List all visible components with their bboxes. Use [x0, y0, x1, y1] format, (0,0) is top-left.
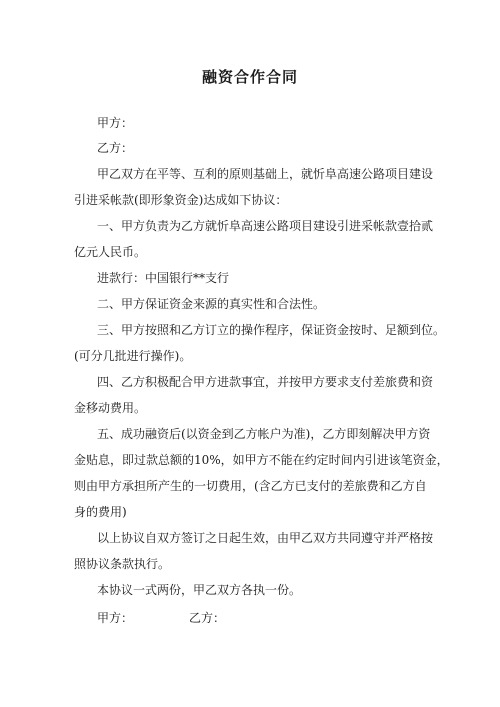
effectiveness-line: 照协议条款执行。 [74, 557, 171, 571]
clause-5-line: 金贴息，即过款总额的10%，如甲方不能在约定时间内引进该笔资金， [74, 453, 449, 467]
contract-title: 融资合作合同 [201, 68, 298, 86]
clause-4-line: 金移动费用。 [74, 401, 147, 415]
copies-line: 本协议一式两份，甲乙双方各执一份。 [97, 583, 302, 597]
clause-3-line: (可分几批进行操作)。 [74, 349, 192, 363]
clause-5-line: 五、成功融资后(以资金到乙方帐户为准)，乙方即刻解决甲方资 [97, 427, 431, 441]
party-b-label: 乙方： [97, 141, 134, 155]
clause-2-line: 二、甲方保证资金来源的真实性和合法性。 [97, 297, 326, 311]
clause-5-line: 身的费用) [74, 505, 127, 519]
clause-1-line: 一、甲方负责为乙方就忻阜高速公路项目建设引进采帐款壹拾贰 [97, 219, 434, 233]
party-a-label: 甲方： [97, 116, 134, 130]
clause-5-line: 则由甲方承担所产生的一切费用，(含乙方已支付的差旅费和乙方自 [74, 479, 427, 493]
paragraph-line: 甲乙双方在平等、互利的原则基础上，就忻阜高速公路项目建设 [97, 167, 434, 181]
clause-4-line: 四、乙方积极配合甲方进款事宜，并按甲方要求支付差旅费和资 [97, 375, 434, 389]
receiving-bank-line: 进款行：中国银行**支行 [97, 271, 230, 285]
effectiveness-line: 以上协议自双方签订之日起生效，由甲乙双方共同遵守并严格按 [97, 531, 434, 545]
paragraph-line: 引进采帐款(即形象资金)达成如下协议： [74, 193, 288, 207]
signature-party-b: 乙方： [189, 611, 226, 625]
clause-1-line: 亿元人民币。 [74, 245, 147, 259]
signature-party-a: 甲方： [97, 611, 134, 625]
clause-3-line: 三、甲方按照和乙方订立的操作程序，保证资金按时、足额到位。 [97, 323, 446, 337]
